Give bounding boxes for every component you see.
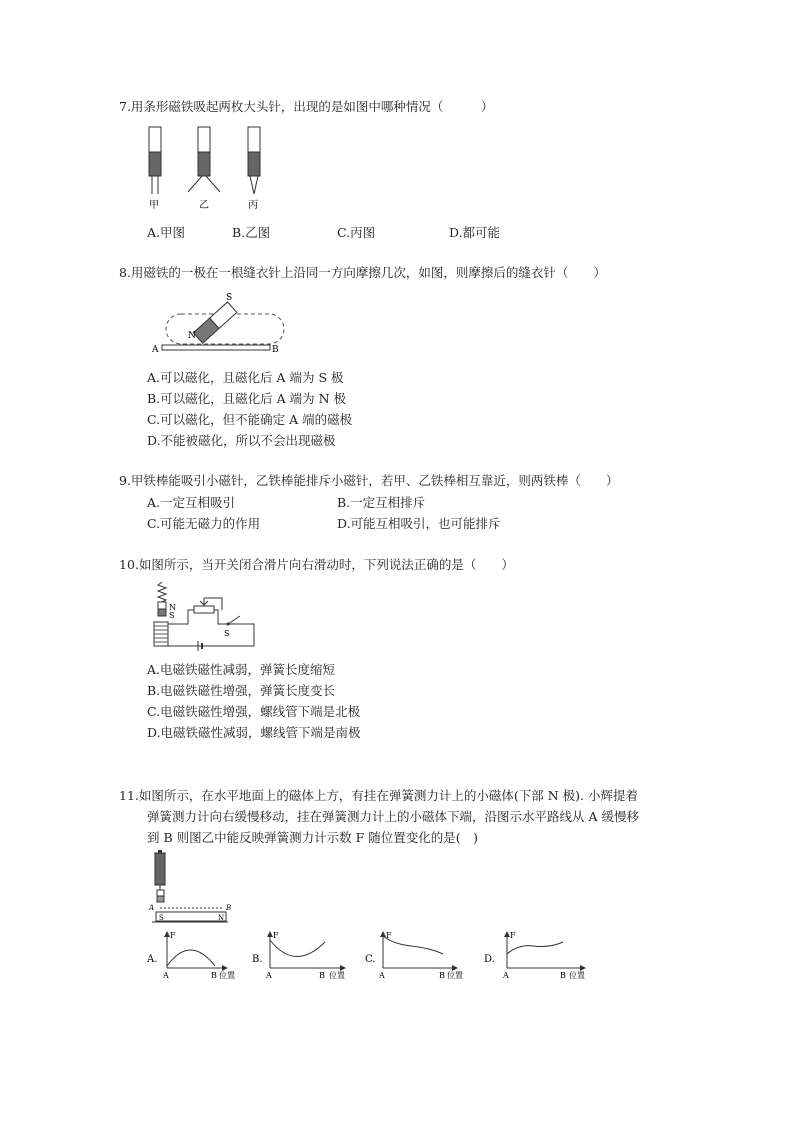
q7-fig-yi — [188, 127, 220, 192]
q9-option-c: C.可能无磁力的作用 — [147, 516, 261, 531]
svg-text:F: F — [386, 931, 392, 940]
q10-option-b: B.电磁铁磁性增强，弹簧长度变长 — [147, 683, 336, 698]
svg-text:B: B — [560, 971, 566, 980]
q9-option-b: B.一定互相排斥 — [337, 495, 426, 510]
q10-figure — [148, 580, 260, 652]
svg-text:C.: C. — [365, 954, 376, 965]
svg-text:A.: A. — [147, 954, 158, 965]
q8-label-b: B — [272, 345, 279, 355]
q11-graph-a — [146, 931, 235, 980]
q10-option-d: D.电磁铁磁性减弱，螺线管下端是南极 — [147, 725, 361, 740]
q9-option-d: D.可能互相吸引，也可能排斥 — [337, 516, 501, 531]
q11-label-a: A — [149, 904, 155, 912]
q7-figure — [140, 124, 280, 214]
q11-graph-d — [484, 931, 585, 980]
q7-fig-jia — [149, 127, 161, 194]
q8-option-a: A.可以磁化，且磁化后 A 端为 S 极 — [147, 370, 344, 385]
q7-label-jia: 甲 — [149, 200, 159, 211]
q8-figure — [150, 290, 290, 360]
svg-text:D.: D. — [484, 954, 495, 965]
q8-option-b: B.可以磁化，且磁化后 A 端为 N 极 — [147, 391, 347, 406]
q11-stem-line-2: 弹簧测力计向右缓慢移动，挂在弹簧测力计上的小磁体下端，沿图示水平路线从 A 缓慢移 — [147, 809, 639, 824]
q11-stem-line-1: 11.如图所示，在水平地面上的磁体上方，有挂在弹簧测力计上的小磁体(下部 N 极). 小辉提着 — [119, 788, 638, 803]
svg-text:位置: 位置 — [569, 971, 585, 980]
q7-fig-bing — [248, 127, 260, 194]
svg-text:位置: 位置 — [329, 971, 345, 980]
q11-figure — [148, 850, 238, 926]
svg-text:B: B — [439, 971, 445, 980]
q11-label-b: B — [226, 904, 232, 912]
svg-text:A: A — [503, 971, 509, 980]
q11-graph-options — [145, 928, 625, 992]
q7-option-a: A.甲图 — [147, 225, 186, 240]
q7-option-b: B.乙图 — [232, 225, 271, 240]
svg-text:F: F — [170, 931, 176, 940]
svg-text:B: B — [211, 971, 217, 980]
q8-label-s: S — [226, 293, 233, 303]
svg-text:位置: 位置 — [447, 971, 463, 980]
q10-label-s: S — [169, 611, 175, 620]
q8-label-a: A — [152, 345, 159, 355]
q7-label-yi: 乙 — [199, 200, 209, 211]
svg-text:A: A — [379, 971, 385, 980]
svg-text:A: A — [163, 971, 169, 980]
q10-option-c: C.电磁铁磁性增强，螺线管下端是北极 — [147, 704, 361, 719]
q11-magnet-s: S — [159, 914, 164, 922]
q7-label-bing: 丙 — [248, 200, 258, 211]
q9-stem: 9.甲铁棒能吸引小磁针，乙铁棒能排斥小磁针，若甲、乙铁棒相互靠近，则两铁棒（ ） — [119, 473, 619, 488]
q7-option-c: C.丙图 — [337, 225, 376, 240]
svg-text:位置: 位置 — [219, 971, 235, 980]
svg-text:F: F — [510, 931, 516, 940]
q11-stem-line-3: 到 B 则图乙中能反映弹簧测力计示数 F 随位置变化的是( ) — [147, 830, 479, 845]
svg-text:B.: B. — [252, 954, 263, 965]
q11-graph-b — [252, 931, 345, 980]
q10-stem: 10.如图所示，当开关闭合滑片向右滑动时，下列说法正确的是（ ） — [119, 557, 514, 572]
q8-stem: 8.用磁铁的一极在一根缝衣针上沿同一方向摩擦几次，如图，则摩擦后的缝衣针（ ） — [119, 265, 606, 280]
q7-stem: 7.用条形磁铁吸起两枚大头针，出现的是如图中哪种情况（ ） — [119, 99, 494, 114]
q8-option-d: D.不能被磁化，所以不会出现磁极 — [147, 433, 336, 448]
q11-graph-c — [365, 931, 463, 980]
q10-label-n: N — [169, 603, 176, 612]
svg-text:F: F — [273, 931, 279, 940]
q7-option-d: D.都可能 — [449, 225, 501, 240]
q9-option-a: A.一定互相吸引 — [147, 495, 236, 510]
q10-option-a: A.电磁铁磁性减弱，弹簧长度缩短 — [147, 662, 336, 677]
q8-option-c: C.可以磁化，但不能确定 A 端的磁极 — [147, 412, 353, 427]
svg-text:B: B — [319, 971, 325, 980]
q11-magnet-n: N — [218, 914, 225, 922]
svg-text:A: A — [266, 971, 272, 980]
q10-label-switch: S — [224, 629, 230, 638]
q8-label-n: N — [188, 331, 196, 341]
